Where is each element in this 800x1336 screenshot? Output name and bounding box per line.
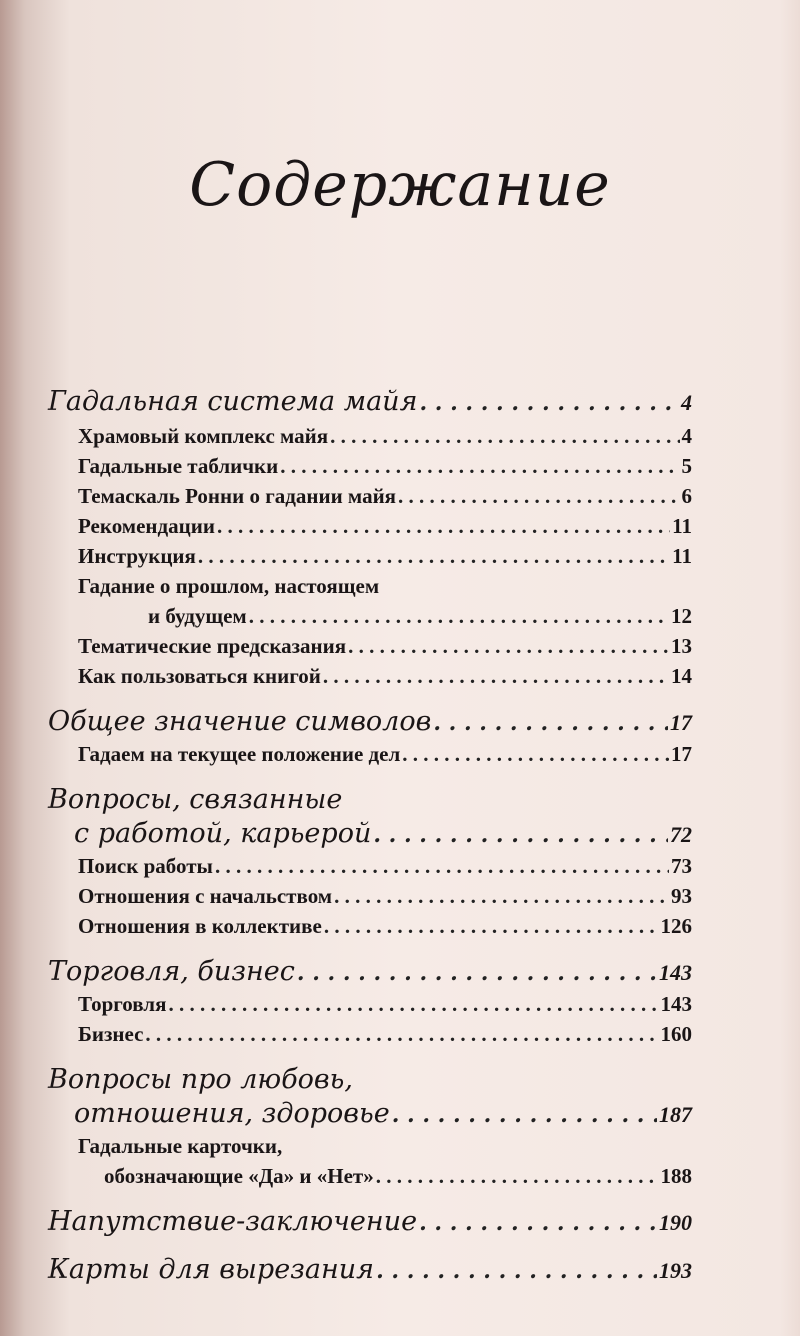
- toc-page-number: 17: [671, 742, 692, 766]
- toc-section-line2: [48, 1097, 692, 1131]
- toc-entry-title-line2: и будущем: [148, 604, 247, 628]
- toc-section-title: Торговля, бизнес: [48, 956, 295, 987]
- toc-section-title-line2: отношения, здоровье: [74, 1098, 390, 1129]
- toc-entry-title: Поиск работы: [78, 854, 213, 878]
- dot-leader: [217, 511, 670, 541]
- toc-entry[interactable]: [48, 661, 692, 691]
- toc-entry-title-line1: Гадание о прошлом, настоящем: [78, 574, 380, 598]
- toc-entry-multiline[interactable]: [48, 1131, 692, 1191]
- dot-leader: [376, 1161, 659, 1191]
- toc-section-title: Общее значение символов: [48, 706, 432, 737]
- toc-page-number: 13: [671, 634, 692, 658]
- toc-section-title: Карты для вырезания: [48, 1254, 375, 1285]
- dot-leader: [402, 739, 669, 769]
- toc-entry[interactable]: [48, 511, 692, 541]
- toc-page-number: 12: [671, 604, 692, 628]
- table-of-contents: [48, 385, 692, 1287]
- toc-entry[interactable]: [48, 911, 692, 941]
- toc-entry[interactable]: [48, 851, 692, 881]
- toc-section-multiline[interactable]: [48, 783, 692, 851]
- dot-leader: [348, 631, 669, 661]
- toc-entry-title: Бизнес: [78, 1022, 144, 1046]
- toc-entry[interactable]: [48, 989, 692, 1019]
- toc-section[interactable]: [48, 385, 692, 419]
- toc-entry-title: Храмовый комплекс майя: [78, 424, 329, 448]
- dot-leader: [145, 1019, 658, 1049]
- toc-section-title-line1: Вопросы про любовь,: [48, 1064, 353, 1095]
- toc-entry-title: Тематические предсказания: [78, 634, 347, 658]
- toc-section[interactable]: [48, 705, 692, 739]
- dot-leader: [334, 881, 669, 911]
- toc-page-number: 6: [681, 484, 692, 508]
- toc-page-number: 190: [659, 1210, 692, 1235]
- toc-entry-title: Гадальные таблички: [78, 454, 279, 478]
- toc-entry[interactable]: [48, 481, 692, 511]
- dot-leader: [280, 451, 679, 481]
- dot-leader: [198, 541, 670, 571]
- toc-page-number: 4: [681, 390, 692, 415]
- toc-entry-title: Рекомендации: [78, 514, 215, 538]
- toc-page-number: 187: [659, 1102, 692, 1127]
- toc-entry-title: Гадаем на текущее положение дел: [78, 742, 401, 766]
- toc-page-number: 143: [659, 960, 692, 985]
- dot-leader: [330, 421, 679, 451]
- dot-leader: [376, 1254, 657, 1288]
- toc-entry-multiline[interactable]: [48, 571, 692, 631]
- toc-entry-line2: [78, 601, 692, 631]
- toc-page-number: 126: [660, 914, 692, 938]
- dot-leader: [297, 956, 657, 990]
- toc-entry-title: Отношения с начальством: [78, 884, 333, 908]
- toc-section-title-line2: с работой, карьерой: [74, 818, 372, 849]
- toc-section[interactable]: [48, 955, 692, 989]
- toc-page-number: 11: [672, 544, 692, 568]
- toc-entry[interactable]: [48, 1019, 692, 1049]
- toc-section[interactable]: [48, 1253, 692, 1287]
- toc-entry-title: Как пользоваться книгой: [78, 664, 321, 688]
- toc-section[interactable]: [48, 1205, 692, 1239]
- dot-leader: [392, 1098, 657, 1132]
- toc-entry-line2: [78, 1161, 692, 1191]
- toc-page-number: 188: [660, 1164, 692, 1188]
- toc-page-number: 14: [671, 664, 692, 688]
- toc-page-number: 4: [681, 424, 692, 448]
- toc-section-title: Напутствие-заключение: [48, 1206, 418, 1237]
- toc-entry[interactable]: [48, 631, 692, 661]
- toc-entry[interactable]: [48, 451, 692, 481]
- toc-entry[interactable]: [48, 881, 692, 911]
- dot-leader: [168, 989, 658, 1019]
- toc-page-number: 11: [672, 514, 692, 538]
- dot-leader: [433, 706, 668, 740]
- toc-entry-title: Инструкция: [78, 544, 196, 568]
- toc-section-line2: [48, 817, 692, 851]
- toc-page-number: 5: [681, 454, 692, 478]
- dot-leader: [419, 386, 679, 420]
- toc-entry-title: Темаскаль Ронни о гадании майя: [78, 484, 397, 508]
- toc-entry[interactable]: [48, 421, 692, 451]
- toc-section-multiline[interactable]: [48, 1063, 692, 1131]
- toc-entry[interactable]: [48, 739, 692, 769]
- dot-leader: [323, 661, 669, 691]
- dot-leader: [215, 851, 669, 881]
- toc-page-number: 17: [670, 710, 692, 735]
- page-title: Содержание: [189, 150, 611, 220]
- toc-page-number: 73: [671, 854, 692, 878]
- toc-entry-title-line1: Гадальные карточки,: [78, 1134, 283, 1158]
- toc-entry[interactable]: [48, 541, 692, 571]
- dot-leader: [373, 818, 668, 852]
- toc-page-number: 143: [660, 992, 692, 1016]
- dot-leader: [324, 911, 659, 941]
- dot-leader: [398, 481, 679, 511]
- toc-page-number: 160: [660, 1022, 692, 1046]
- dot-leader: [419, 1206, 657, 1240]
- toc-page-number: 93: [671, 884, 692, 908]
- toc-entry-title: Отношения в коллективе: [78, 914, 322, 938]
- toc-section-title-line1: Вопросы, связанные: [48, 784, 343, 815]
- dot-leader: [249, 601, 669, 631]
- toc-page-number: 72: [670, 822, 692, 847]
- toc-entry-title: Торговля: [78, 992, 167, 1016]
- toc-page-number: 193: [659, 1258, 692, 1283]
- toc-entry-title-line2: обозначающие «Да» и «Нет»: [104, 1164, 374, 1188]
- toc-section-title: Гадальная система майя: [48, 386, 418, 417]
